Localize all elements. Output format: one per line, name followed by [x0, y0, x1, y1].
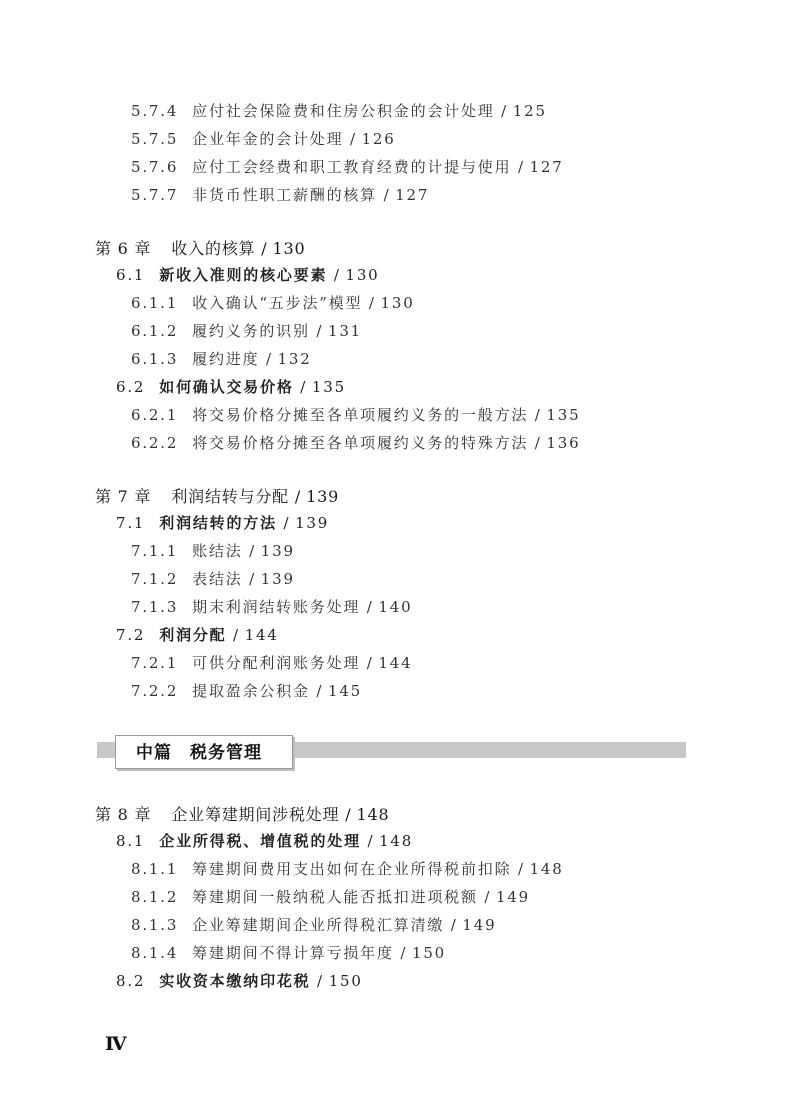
entry-page: 127	[529, 158, 564, 176]
section-title: 利润分配	[159, 626, 227, 644]
entry-separator: /	[300, 378, 306, 396]
entry-separator: /	[261, 239, 267, 258]
entry-title: 表结法	[192, 570, 243, 588]
section-title: 如何确认交易价格	[159, 378, 294, 396]
entry-page: 139	[306, 487, 340, 506]
entry-page: 148	[356, 805, 390, 824]
section-number: 6.1	[116, 266, 146, 284]
toc-chapter-6[interactable]	[95, 236, 306, 259]
entry-title: 筹建期间费用支出如何在企业所得税前扣除	[192, 860, 512, 878]
toc-chapter-8[interactable]	[95, 802, 390, 825]
section-number: 8.2	[116, 972, 146, 990]
entry-title: 提取盈余公积金	[192, 682, 310, 700]
entry-separator: /	[366, 598, 372, 616]
entry-number: 7.1.3	[131, 598, 179, 616]
entry-page: 139	[260, 542, 295, 560]
entry-title: 履约义务的识别	[192, 322, 310, 340]
page-folio: Ⅳ	[105, 1033, 127, 1055]
chapter-title: 利润结转与分配	[171, 487, 289, 506]
section-title: 企业所得税、增值税的处理	[159, 832, 361, 850]
entry-page: 149	[462, 916, 497, 934]
entry-separator: /	[517, 860, 524, 878]
entry-separator: /	[517, 158, 524, 176]
chapter-title: 收入的核算	[171, 239, 256, 258]
entry-number: 6.1.3	[131, 350, 179, 368]
toc-section-8-1[interactable]	[116, 830, 413, 851]
entry-title: 筹建期间不得计算亏损年度	[192, 944, 394, 962]
entry-separator: /	[366, 654, 372, 672]
entry-separator: /	[265, 350, 272, 368]
toc-entry-7-2-2[interactable]	[131, 680, 362, 701]
entry-separator: /	[367, 832, 373, 850]
entry-separator: /	[450, 916, 456, 934]
entry-page: 148	[529, 860, 564, 878]
chapter-number: 第 8 章	[95, 805, 152, 824]
toc-entry-8-1-1[interactable]	[131, 858, 564, 879]
entry-page: 139	[260, 570, 295, 588]
toc-entry-7-1-1[interactable]	[131, 540, 295, 561]
section-number: 7.2	[116, 626, 146, 644]
toc-section-8-2[interactable]	[116, 970, 363, 991]
entry-number: 5.7.4	[131, 102, 179, 120]
toc-entry-8-1-3[interactable]	[131, 914, 496, 935]
section-number: 7.1	[116, 514, 146, 532]
entry-separator: /	[333, 266, 339, 284]
entry-separator: /	[349, 130, 356, 148]
chapter-number: 第 6 章	[95, 239, 152, 258]
entry-separator: /	[283, 514, 289, 532]
entry-separator: /	[233, 626, 239, 644]
entry-title: 可供分配利润账务处理	[192, 654, 361, 672]
entry-number: 7.2.1	[131, 654, 179, 672]
entry-page: 150	[412, 944, 447, 962]
entry-separator: /	[501, 102, 507, 120]
entry-title: 账结法	[192, 542, 243, 560]
toc-entry-5-7-6[interactable]	[131, 156, 564, 177]
entry-title: 收入确认“五步法”模型	[192, 294, 363, 312]
entry-page: 132	[277, 350, 312, 368]
section-number: 6.2	[116, 378, 146, 396]
entry-number: 7.1.2	[131, 570, 179, 588]
toc-entry-6-1-1[interactable]	[131, 292, 415, 313]
entry-separator: /	[316, 682, 322, 700]
toc-chapter-7[interactable]	[95, 484, 339, 507]
toc-entry-7-2-1[interactable]	[131, 652, 412, 673]
toc-entry-5-7-5[interactable]	[131, 128, 396, 149]
entry-title: 非货币性职工薪酬的核算	[192, 186, 377, 204]
entry-number: 5.7.7	[131, 186, 179, 204]
entry-page: 148	[379, 832, 414, 850]
entry-separator: /	[294, 487, 301, 506]
entry-page: 126	[361, 130, 396, 148]
entry-title: 筹建期间一般纳税人能否抵扣进项税额	[192, 888, 478, 906]
toc-section-7-1[interactable]	[116, 512, 329, 533]
entry-number: 6.1.2	[131, 322, 179, 340]
entry-number: 8.1.4	[131, 944, 179, 962]
entry-number: 5.7.6	[131, 158, 179, 176]
entry-title: 企业年金的会计处理	[192, 130, 344, 148]
entry-page: 150	[328, 972, 363, 990]
entry-title: 应付社会保险费和住房公积金的会计处理	[192, 102, 495, 120]
entry-separator: /	[534, 406, 540, 424]
toc-section-6-2[interactable]	[116, 376, 346, 397]
entry-separator: /	[534, 434, 540, 452]
toc-entry-5-7-7[interactable]	[131, 184, 429, 205]
entry-page: 135	[311, 378, 346, 396]
toc-entry-5-7-4[interactable]	[131, 100, 547, 121]
entry-separator: /	[400, 944, 406, 962]
entry-separator: /	[383, 186, 389, 204]
toc-entry-7-1-3[interactable]	[131, 596, 412, 617]
toc-entry-6-1-3[interactable]	[131, 348, 312, 369]
entry-page: 130	[272, 239, 306, 258]
entry-number: 8.1.3	[131, 916, 179, 934]
entry-number: 6.2.2	[131, 434, 179, 452]
entry-title: 应付工会经费和职工教育经费的计提与使用	[192, 158, 512, 176]
entry-separator: /	[484, 888, 490, 906]
part-heading[interactable]	[115, 735, 293, 769]
entry-page: 139	[295, 514, 330, 532]
entry-separator: /	[345, 805, 351, 824]
entry-number: 7.1.1	[131, 542, 179, 560]
entry-page: 125	[512, 102, 547, 120]
toc-entry-7-1-2[interactable]	[131, 568, 295, 589]
toc-section-6-1[interactable]	[116, 264, 380, 285]
section-title: 新收入准则的核心要素	[159, 266, 328, 284]
entry-number: 8.1.2	[131, 888, 179, 906]
entry-page: 144	[378, 654, 413, 672]
toc-entry-6-1-2[interactable]	[131, 320, 362, 341]
entry-number: 8.1.1	[131, 860, 179, 878]
entry-title: 履约进度	[192, 350, 260, 368]
entry-separator: /	[249, 570, 255, 588]
section-number: 8.1	[116, 832, 146, 850]
chapter-number: 第 7 章	[95, 487, 152, 506]
part-title: 税务管理	[190, 743, 262, 763]
entry-page: 130	[380, 294, 415, 312]
entry-number: 7.2.2	[131, 682, 179, 700]
entry-number: 5.7.5	[131, 130, 179, 148]
entry-separator: /	[368, 294, 374, 312]
entry-separator: /	[249, 542, 255, 560]
toc-entry-8-1-2[interactable]	[131, 886, 530, 907]
entry-page: 140	[378, 598, 413, 616]
entry-title: 将交易价格分摊至各单项履约义务的特殊方法	[192, 434, 529, 452]
entry-page: 149	[496, 888, 531, 906]
section-title: 实收资本缴纳印花税	[159, 972, 311, 990]
part-label: 中篇	[136, 743, 172, 763]
entry-separator: /	[317, 972, 323, 990]
entry-page: 127	[395, 186, 430, 204]
toc-section-7-2[interactable]	[116, 624, 279, 645]
entry-title: 将交易价格分摊至各单项履约义务的一般方法	[192, 406, 529, 424]
entry-page: 130	[345, 266, 380, 284]
entry-title: 企业筹建期间企业所得税汇算清缴	[192, 916, 445, 934]
entry-number: 6.1.1	[131, 294, 179, 312]
entry-page: 136	[546, 434, 581, 452]
entry-page: 144	[244, 626, 279, 644]
entry-number: 6.2.1	[131, 406, 179, 424]
entry-page: 131	[328, 322, 363, 340]
section-title: 利润结转的方法	[159, 514, 277, 532]
entry-page: 135	[546, 406, 581, 424]
chapter-title: 企业筹建期间涉税处理	[171, 805, 340, 824]
toc-entry-6-2-2[interactable]	[131, 432, 580, 453]
toc-entry-6-2-1[interactable]	[131, 404, 580, 425]
toc-entry-8-1-4[interactable]	[131, 942, 446, 963]
entry-separator: /	[316, 322, 322, 340]
entry-page: 145	[328, 682, 363, 700]
entry-title: 期末利润结转账务处理	[192, 598, 361, 616]
